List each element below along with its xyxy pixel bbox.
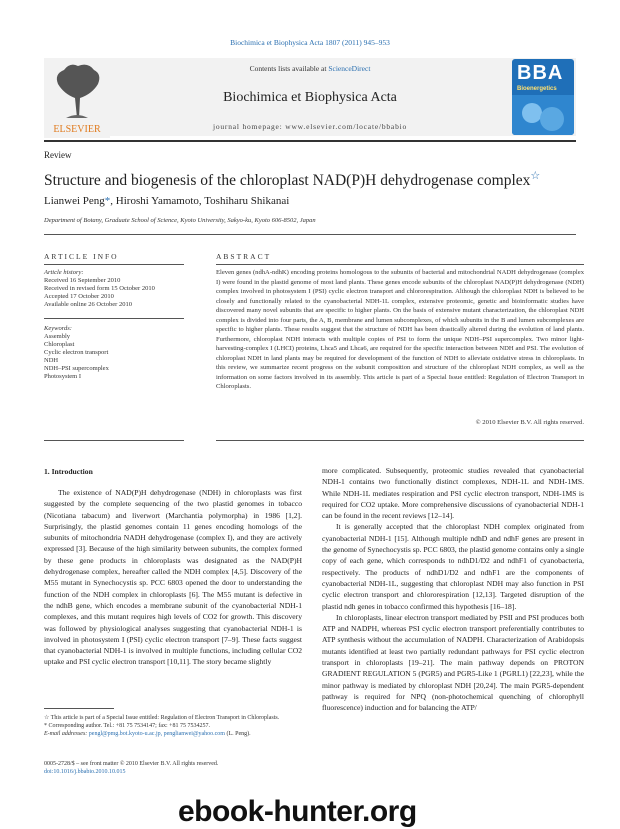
abstract-heading: ABSTRACT	[216, 252, 272, 261]
keyword-item: NDH–PSI supercomplex	[44, 365, 109, 372]
body-column-left	[44, 487, 302, 668]
body-paragraph: It is generally accepted that the chloroplast NDH complex originated from cyanobacterial NDH-1 [15]. Although multiple ndhD and ndhF genes are present in the genome of Synechocystis sp. PCC 6803, the plastid genome contains only a single copy of each gene, which corresponds to ndhD1/D2 and ndhF1 of cyanobacteria, respectively. The products of ndhD1/D2 and ndhF1 are the components of cyanobacterial NDH-1L, suggesting that chloroplast NDH may also function in PSI cyclic electron transport and chlororespiration [12,13]. Targeted disruption of the plastid ndh genes in tobacco confirmed this hypothesis [16–18].	[322, 522, 584, 611]
author-others: , Hiroshi Yamamoto, Toshiharu Shikanai	[110, 195, 290, 207]
keyword-item: Cyclic electron transport	[44, 349, 109, 356]
cover-subtitle: Bioenergetics	[517, 86, 557, 92]
footnote-corresponding: * Corresponding author. Tel.: +81 75 7534147; fax: +81 75 7534257.	[44, 723, 211, 729]
corresponding-author-mark[interactable]: *	[104, 195, 111, 207]
issn-line: 0005-2728/$ – see front matter © 2010 Elsevier B.V. All rights reserved.	[44, 761, 219, 767]
email-suffix: (L. Peng).	[224, 731, 251, 737]
body-paragraph: In chloroplasts, linear electron transport mediated by PSII and PSI produces both ATP and NADPH, whereas PSI cyclic electron transport preferentially contributes to ATP synthesis without the accumulation of NADPH. Characterization of Arabidopsis mutants identified at least two partially redundant pathways for PSI cyclic electron transport in chloroplasts [19–21]. The main pathway depends on PROTON GRADIENT REGULATION 5 (PGR5) and PGR5-Like 1 (PGRL1) [22,23], while the minor pathway is mediated by chloroplast NDH [20,24]. The main PGR5-dependent pathway is required for NPQ (non-photochemical quenching of chlorophyll fluorescence) induction and for balancing the ATP/	[322, 612, 584, 713]
journal-citation[interactable]: Biochimica et Biophysica Acta 1807 (2011) 945–953	[230, 38, 390, 47]
abstract-copyright: © 2010 Elsevier B.V. All rights reserved.	[475, 419, 584, 426]
article-title	[44, 167, 584, 190]
body-paragraph: more complicated. Subsequently, proteomic studies revealed that cyanobacterial NDH-1 contains two functionally distinct complexes, NDH-1L and NDH-1MS. While NDH-1L mediates respiration and PSI cyclic electron transport, NDH-1MS is required for CO2 uptake. More comprehensive discussions of cyanobacterial NDH-1 can be found in the recent reviews [12–14].	[322, 466, 584, 521]
email-label: E-mail addresses:	[44, 731, 89, 737]
keyword-item: Photosystem I	[44, 373, 82, 380]
history-item: Received 16 September 2010	[44, 277, 121, 284]
info-rule-bottom	[44, 440, 184, 441]
history-item: Accepted 17 October 2010	[44, 293, 114, 300]
affiliation: Department of Botany, Graduate School of Science, Kyoto University, Sakyo-ku, Kyoto 606-8502, Japan	[44, 217, 316, 224]
doi-link[interactable]: doi:10.1016/j.bbabio.2010.10.015	[44, 769, 126, 775]
body-paragraph: The existence of NAD(P)H dehydrogenase (NDH) in chloroplasts was first suggested by the complete sequencing of the two plastid genomes in tobacco (Nicotiana tabacum) and liverwort (Marchantia polymorpha) in 1986 [1,2]. Surprisingly, the plastid genomes contain 11 genes encoding homologs of the subunits of mitochondria NADH dehydrogenase (complex I), and they are actively expressed [3]. Because of the high similarity between subunits, the complex formed by these gene products in chloroplasts was designated as the NAD(P)H dehydrogenase complex, hereafter called the NDH complex [4,5]. Discovery of the M55 mutant in Synechocystis sp. PCC 6803 opened the door to understanding the function of the NDH complex in chloroplasts [6]. The M55 mutant is defective in the ndhB gene, which encodes a membrane subunit of the cyanobacterial NDH-1 complexes, and this mutant requires high levels of CO2 for growth. This discovery was followed by physiological analyses suggesting that cyanobacterial NDH-1 is involved in photosystem I (PSI) cyclic electron transport [7–9]. These facts suggest that cyanobacterial NDH-1 is involved in multiple functions, including cellular CO2 uptake and PSI cyclic electron transport [10,11]. The story became slightly	[44, 488, 302, 667]
title-rule	[44, 234, 576, 235]
keyword-item: Assembly	[44, 333, 70, 340]
info-rule-top	[44, 264, 184, 265]
article-title-text: Structure and biogenesis of the chloroplast NAD(P)H dehydrogenase complex	[44, 172, 531, 189]
footnote-rule	[44, 708, 114, 709]
journal-cover	[512, 59, 574, 135]
info-rule-mid	[44, 318, 184, 319]
keywords-label: Keywords:	[44, 325, 72, 332]
masthead-rule	[44, 140, 576, 142]
front-matter	[44, 760, 302, 776]
keyword-item: Chloroplast	[44, 341, 75, 348]
article-info-heading: ARTICLE INFO	[44, 252, 119, 261]
title-footnote-mark[interactable]: ☆	[530, 170, 541, 182]
watermark: ebook-hunter.org	[178, 795, 417, 828]
history-label: Article history:	[44, 269, 84, 276]
sciencedirect-link[interactable]: ScienceDirect	[328, 64, 371, 73]
journal-homepage[interactable]: journal homepage: www.elsevier.com/locate/bbabio	[212, 122, 408, 131]
abstract-rule-bottom	[216, 440, 584, 441]
section-heading: 1. Introduction	[44, 467, 93, 476]
author-first: Lianwei Peng	[44, 195, 105, 207]
abstract-text: Eleven genes (ndhA-ndhK) encoding proteins homologous to the subunits of bacterial and mitochondrial NADH dehydrogenase (complex I) were found in the plastid genome of most land plants. These genes encode subunits of the chloroplast NAD(P)H dehydrogenase (NDH) complex involved in photosystem I (PSI) cyclic electron transport and chlororespiration. Although the chloroplast NDH is believed to be closely and functionally related to the cyanobacterial NDH-1L complex, extensive proteomic, genetic and bioinformatic studies have discovered many novel subunits that are specific to higher plants. On the basis of extensive mutant characterization, the chloroplast NDH complex is divided into four parts, the A, B, membrane and lumen subcomplexes, of which subunits in the B and lumen subcomplexes are specific to higher plants. These results suggest that the structure of NDH has been drastically altered during the evolution of land plants. Furthermore, chloroplast NDH interacts with multiple copies of PSI to form the unique NDH–PSI supercomplex. Two minor light-harvesting-complex I (LHCI) proteins, Lhca5 and Lhca6, are required for the specific interaction between NDH and PSI. The evolution of chloroplast NDH in land plants may be required for development of the function of NDH to alleviate oxidative stress in chloroplasts. In this review, we summarize recent progress on the subunit composition and structure of the chloroplast NDH complex, as well as the information on some factors involved in its assembly. This article is part of a Special Issue entitled: Regulation of Electron Transport in Chloroplasts.	[216, 269, 584, 390]
history-item: Received in revised form 15 October 2010	[44, 285, 155, 292]
svg-text:ELSEVIER: ELSEVIER	[53, 124, 101, 135]
article-history	[44, 269, 194, 309]
abstract-rule-top	[216, 264, 584, 265]
footnote-email	[44, 730, 302, 738]
footnote-special-issue: ☆ This article is part of a Special Issue entitled: Regulation of Electron Transport in Chloroplasts.	[44, 715, 280, 721]
body-column-right	[322, 465, 584, 714]
contents-prefix: Contents lists available at	[249, 64, 329, 73]
history-item: Available online 26 October 2010	[44, 301, 132, 308]
cover-title: BBA	[517, 62, 564, 84]
keyword-item: NDH	[44, 357, 59, 364]
email-links[interactable]: pengl@pmg.bot.kyoto-u.ac.jp, penglianwei@yahoo.com	[88, 731, 225, 737]
author-list	[44, 195, 289, 207]
cover-art	[512, 95, 574, 135]
journal-name: Biochimica et Biophysica Acta	[223, 90, 397, 105]
keywords	[44, 325, 194, 381]
article-type: Review	[44, 150, 72, 160]
footnotes	[44, 714, 302, 738]
